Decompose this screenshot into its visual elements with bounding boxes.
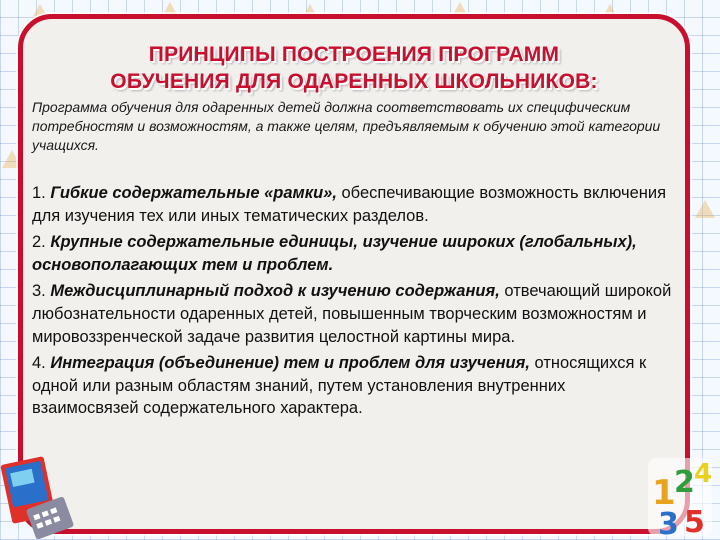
list-item [32, 352, 672, 420]
svg-text:1: 1 [652, 473, 676, 513]
title-line-1: ПРИНЦИПЫ ПОСТРОЕНИЯ ПРОГРАММ [148, 43, 560, 66]
boat-decor-icon [695, 200, 715, 218]
list-item [32, 182, 672, 227]
intro-paragraph: Программа обучения для одаренных детей должна соответствовать их специфическим потребностям и возможностям, а также целям, предъявляемым к обучению этой категории учащихся. [32, 99, 661, 153]
slide-title [23, 41, 685, 95]
item-text: относящихся к одной или разным областям знаний, путем установления внутренних взаимосвязей содержательного характера. [32, 354, 647, 418]
svg-text:2: 2 [674, 465, 695, 500]
svg-text:4: 4 [694, 459, 713, 489]
list-item [32, 280, 672, 348]
item-heading: Междисциплинарный подход к изучению содержания, [45, 282, 500, 301]
item-number: 3. [32, 282, 46, 301]
books-calculator-icon [0, 440, 78, 540]
item-number: 2. [32, 233, 46, 252]
item-text: обеспечивающие возможность включения для изучения тех или иных тематических разделов. [32, 184, 667, 225]
principles-list [32, 182, 672, 424]
colorful-numbers-icon [640, 452, 720, 540]
svg-text:5: 5 [684, 505, 705, 540]
item-text: отвечающий широкой любознательности одаренных детей, повышенным творческим возможностям и мировоззренческой задаче развития целостной картины мира. [32, 282, 672, 346]
item-heading: Гибкие содержательные «рамки», [45, 184, 337, 202]
item-heading: Крупные содержательные единицы, изучение широких (глобальных), основополагающих тем и проблем. [32, 233, 637, 274]
item-number: 4. [32, 354, 46, 373]
item-number: 1. [32, 184, 46, 202]
item-heading: Интеграция (объединение) тем и проблем для изучения, [45, 354, 530, 373]
title-line-2: ОБУЧЕНИЯ ДЛЯ ОДАРЕННЫХ ШКОЛЬНИКОВ: [110, 70, 598, 93]
svg-text:3: 3 [658, 507, 679, 540]
list-item [32, 231, 672, 276]
